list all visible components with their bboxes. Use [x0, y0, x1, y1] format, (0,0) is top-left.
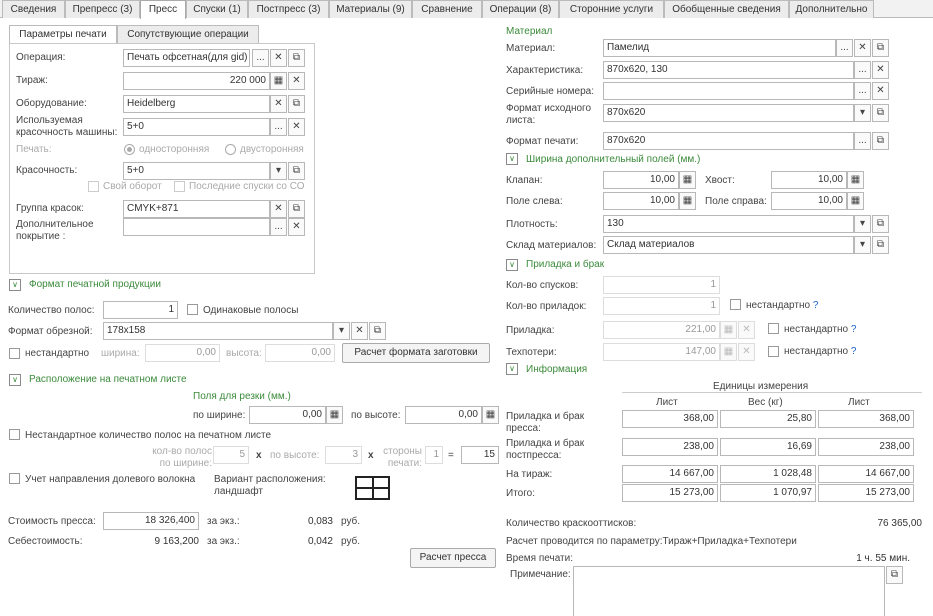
layout-section-title: Расположение на печатном листе	[29, 374, 187, 385]
extra-coat-field[interactable]	[123, 218, 270, 236]
material-open-icon[interactable]: ⧉	[872, 39, 889, 57]
same-pages-checkbox[interactable]	[187, 304, 198, 315]
format-section-title: Формат печатной продукции	[29, 279, 161, 290]
nonstd-label-2: нестандартно ?	[784, 324, 857, 335]
margins-section-title: Ширина дополнительный полей (мм.)	[526, 154, 701, 165]
techloss-label: Техпотери:	[506, 347, 557, 358]
ink-group-field[interactable]: CMYK+871	[123, 200, 270, 218]
print-format-label: Формат печати:	[506, 136, 579, 147]
material-section-title: Материал	[506, 26, 553, 37]
info-section-chevron-icon[interactable]: ∨	[506, 363, 518, 375]
per-copy-label-2: за экз.:	[207, 536, 240, 547]
own-turn-checkbox[interactable]	[88, 181, 99, 192]
col-header-sheet-2: Лист	[848, 397, 870, 408]
operation-field[interactable]: Печать офсетная(для gid)	[123, 49, 250, 67]
tirazh-field[interactable]: 220 000	[123, 72, 270, 90]
machine-color-field[interactable]: 5+0	[123, 118, 270, 136]
print-format-field[interactable]: 870x620	[603, 132, 854, 150]
material-label: Материал:	[506, 43, 556, 54]
info-row-label-0: Приладка и брак пресса:	[506, 411, 585, 434]
count-h-field[interactable]: 3	[325, 446, 362, 464]
by-width-calculator-icon[interactable]: ▦	[326, 406, 343, 424]
info-row-label-3: Итого:	[506, 488, 535, 499]
multiply-sign-1: x	[256, 450, 262, 461]
info-row-label-2: На тираж:	[506, 469, 553, 480]
warehouse-field[interactable]: Склад материалов	[603, 236, 854, 254]
tab-prepress[interactable]: Препресс (3)	[65, 0, 140, 18]
print-time-label: Время печати:	[506, 553, 574, 564]
info-row-0-sheet2: 368,00	[818, 410, 914, 428]
makeready-count-label: Кол-во приладок:	[506, 301, 587, 312]
trim-format-label: Формат обрезной:	[8, 326, 93, 337]
format-section-chevron-icon[interactable]: ∨	[9, 279, 21, 291]
tab-summary[interactable]: Обобщенные сведения	[664, 0, 789, 18]
calc-blank-format-button[interactable]: Расчет формата заготовки	[342, 343, 490, 363]
margins-section-chevron-icon[interactable]: ∨	[506, 153, 518, 165]
per-copy-value-2: 0,042	[307, 536, 333, 547]
units-divider	[622, 392, 922, 393]
machine-color-label: Используемая красочность машины:	[16, 115, 118, 138]
tab-press[interactable]: Пресс	[140, 0, 186, 19]
total-pages-field[interactable]: 15	[461, 446, 499, 464]
equals-sign: =	[448, 450, 454, 461]
trim-format-field[interactable]: 178x158	[103, 322, 333, 340]
colority-dropdown-icon[interactable]: ▾	[270, 162, 287, 180]
subtab-related-ops[interactable]: Сопутствующие операции	[117, 25, 259, 43]
src-format-field[interactable]: 870x620	[603, 104, 854, 122]
count-h-label: по высоте:	[270, 450, 320, 461]
info-row-0-sheet: 368,00	[622, 410, 718, 428]
self-cost-value: 9 163,200	[154, 536, 199, 547]
nonstd-label-3: нестандартно ?	[784, 346, 857, 357]
colority-open-icon[interactable]: ⧉	[288, 162, 305, 180]
tab-comparison[interactable]: Сравнение	[412, 0, 482, 18]
warehouse-dropdown-icon[interactable]: ▾	[854, 236, 871, 254]
colority-field[interactable]: 5+0	[123, 162, 270, 180]
print-format-open-icon[interactable]: ⧉	[872, 132, 889, 150]
equipment-field[interactable]: Heidelberg	[123, 95, 270, 113]
pages-field[interactable]: 1	[103, 301, 178, 319]
info-row-1-sheet2: 238,00	[818, 438, 914, 456]
klapan-label: Клапан:	[506, 175, 543, 186]
klapan-field[interactable]: 10,00	[603, 171, 679, 189]
self-cost-label: Себестоимость:	[8, 536, 83, 547]
print-label: Печать:	[16, 144, 52, 155]
trim-format-dropdown-icon[interactable]: ▾	[333, 322, 350, 340]
src-format-dropdown-icon[interactable]: ▾	[854, 104, 871, 122]
sheets-count-field[interactable]: 1	[603, 276, 720, 294]
tirazh-clear-icon[interactable]: ✕	[288, 72, 305, 90]
nonstd-makeready-checkbox[interactable]	[768, 323, 779, 334]
right-field-label: Поле справа:	[705, 196, 767, 207]
makeready-section-title: Приладка и брак	[526, 259, 605, 270]
operation-clear-icon[interactable]: ✕	[270, 49, 287, 67]
machine-color-clear-icon[interactable]: ✕	[288, 118, 305, 136]
operation-open-icon[interactable]: ⧉	[288, 49, 305, 67]
last-sheets-checkbox[interactable]	[174, 181, 185, 192]
rub-label-2: руб.	[341, 536, 361, 547]
operation-select-button[interactable]: ...	[252, 49, 269, 67]
density-field[interactable]: 130	[603, 215, 854, 233]
two-sided-radio[interactable]	[225, 144, 236, 155]
src-format-label: Формат исходного листа:	[506, 103, 592, 126]
density-label: Плотность:	[506, 219, 558, 230]
width-field[interactable]: 0,00	[145, 344, 220, 362]
calculator-icon[interactable]: ▦	[270, 72, 287, 90]
press-cost-label: Стоимость пресса:	[8, 516, 96, 527]
nonstd-label-1: нестандартно ?	[746, 300, 819, 311]
right-field-calculator-icon[interactable]: ▦	[847, 192, 864, 210]
techloss-field[interactable]: 147,00	[603, 343, 720, 361]
material-clear-icon[interactable]: ✕	[854, 39, 871, 57]
help-icon-2: ?	[850, 324, 857, 335]
multiply-sign-2: x	[368, 450, 374, 461]
right-field-input[interactable]: 10,00	[771, 192, 847, 210]
info-section-title: Информация	[526, 364, 588, 375]
info-row-3-sheet2: 15 273,00	[818, 484, 914, 502]
serial-label: Серийные номера:	[506, 86, 594, 97]
serial-clear-icon[interactable]: ✕	[872, 82, 889, 100]
note-textarea[interactable]	[573, 566, 885, 616]
hvost-field[interactable]: 10,00	[771, 171, 847, 189]
hvost-calculator-icon[interactable]: ▦	[847, 171, 864, 189]
by-height-field[interactable]: 0,00	[405, 406, 482, 424]
per-copy-label-1: за экз.:	[207, 516, 240, 527]
extra-coat-select-button[interactable]: ...	[270, 218, 287, 236]
klapan-calculator-icon[interactable]: ▦	[679, 171, 696, 189]
equipment-clear-icon[interactable]: ✕	[270, 95, 287, 113]
makeready-count-field[interactable]: 1	[603, 297, 720, 315]
tab-postpress[interactable]: Постпресс (3)	[248, 0, 329, 18]
variant-label: Вариант расположения:	[214, 474, 326, 485]
subtab-print-params[interactable]: Параметры печати	[9, 25, 117, 44]
sheet-layout-grid-icon	[355, 476, 390, 500]
src-format-open-icon[interactable]: ⧉	[872, 104, 889, 122]
makeready-field[interactable]: 221,00	[603, 321, 720, 339]
makeready-calculator-icon[interactable]: ▦	[720, 321, 737, 339]
tab-operations[interactable]: Операции (8)	[482, 0, 559, 18]
warehouse-label: Склад материалов:	[506, 240, 597, 251]
density-open-icon[interactable]: ⧉	[872, 215, 889, 233]
extra-coat-label: Дополнительное покрытие :	[16, 219, 94, 242]
makeready-label: Приладка:	[506, 325, 555, 336]
techloss-clear-icon[interactable]: ✕	[738, 343, 755, 361]
tab-additional[interactable]: Дополнительно	[789, 0, 874, 18]
impressions-value: 76 365,00	[877, 518, 922, 529]
colority-label: Красочность:	[16, 165, 78, 176]
height-field[interactable]: 0,00	[265, 344, 335, 362]
same-pages-label: Одинаковые полосы	[203, 305, 299, 316]
note-open-icon[interactable]: ⧉	[886, 566, 903, 584]
ink-group-label: Группа красок:	[16, 203, 84, 214]
nonstandard-checkbox[interactable]	[9, 348, 20, 359]
nonstandard-label: нестандартно	[25, 348, 90, 359]
tab-materials[interactable]: Материалы (9)	[329, 0, 412, 18]
note-label: Примечание:	[510, 569, 571, 580]
impressions-label: Количество краскооттисков:	[506, 518, 637, 529]
grain-checkbox[interactable]	[9, 473, 20, 484]
ink-group-open-icon[interactable]: ⧉	[288, 200, 305, 218]
press-cost-field[interactable]: 18 326,400	[103, 512, 199, 530]
equipment-open-icon[interactable]: ⧉	[288, 95, 305, 113]
info-row-2-sheet2: 14 667,00	[818, 465, 914, 483]
left-field-calculator-icon[interactable]: ▦	[679, 192, 696, 210]
operation-label: Операция:	[16, 52, 66, 63]
warehouse-open-icon[interactable]: ⧉	[872, 236, 889, 254]
tab-third-party[interactable]: Сторонние услуги	[559, 0, 664, 18]
serial-field[interactable]	[603, 82, 854, 100]
trim-format-clear-icon[interactable]: ✕	[351, 322, 368, 340]
tab-svedeniya[interactable]: Сведения	[2, 0, 65, 18]
info-row-1-weight: 16,69	[720, 438, 816, 456]
one-sided-label: односторонняя	[139, 144, 210, 155]
help-icon-1: ?	[812, 300, 819, 311]
sheets-count-label: Кол-во спусков:	[506, 280, 579, 291]
tirazh-label: Тираж:	[16, 75, 48, 86]
count-w-label: кол-во полос по ширине:	[152, 446, 212, 469]
sides-field[interactable]: 1	[425, 446, 443, 464]
units-header: Единицы измерения	[713, 381, 809, 392]
help-icon-3: ?	[850, 346, 857, 357]
two-sided-label: двусторонняя	[240, 144, 304, 155]
characteristic-select-button[interactable]: ...	[854, 61, 871, 79]
info-row-2-weight: 1 028,48	[720, 465, 816, 483]
grain-label: Учет направления долевого волокна	[25, 474, 196, 485]
one-sided-radio[interactable]	[124, 144, 135, 155]
material-field[interactable]: Памелид	[603, 39, 836, 57]
layout-section-chevron-icon[interactable]: ∨	[9, 374, 21, 386]
info-row-2-sheet: 14 667,00	[622, 465, 718, 483]
own-turn-label: Свой оборот	[103, 181, 162, 192]
hvost-label: Хвост:	[705, 175, 735, 186]
main-tabs	[0, 0, 933, 18]
info-row-1-sheet: 238,00	[622, 438, 718, 456]
by-height-calculator-icon[interactable]: ▦	[482, 406, 499, 424]
nonstd-techloss-checkbox[interactable]	[768, 346, 779, 357]
by-width-label: по ширине:	[193, 410, 246, 421]
by-width-field[interactable]: 0,00	[249, 406, 326, 424]
calc-param-text: Расчет проводится по параметру:Тираж+Приладка+Техпотери	[506, 536, 797, 547]
info-row-label-1: Приладка и брак постпресса:	[506, 438, 585, 461]
sides-label: стороны печати:	[383, 446, 422, 469]
nonstd-count-checkbox[interactable]	[9, 429, 20, 440]
info-row-3-weight: 1 070,97	[720, 484, 816, 502]
nonstd-count-label: Нестандартное количество полос на печатном листе	[25, 430, 272, 441]
ink-group-clear-icon[interactable]: ✕	[270, 200, 287, 218]
rub-label-1: руб.	[341, 516, 361, 527]
info-row-3-sheet: 15 273,00	[622, 484, 718, 502]
equipment-label: Оборудование:	[16, 98, 87, 109]
info-row-0-weight: 25,80	[720, 410, 816, 428]
material-select-button[interactable]: ...	[836, 39, 853, 57]
density-dropdown-icon[interactable]: ▾	[854, 215, 871, 233]
extra-coat-clear-icon[interactable]: ✕	[288, 218, 305, 236]
characteristic-clear-icon[interactable]: ✕	[872, 61, 889, 79]
calc-press-button[interactable]: Расчет пресса	[410, 548, 496, 568]
print-time-value: 1 ч. 55 мин.	[856, 553, 910, 564]
left-field-label: Поле слева:	[506, 196, 563, 207]
machine-color-select-button[interactable]: ...	[270, 118, 287, 136]
pages-label: Количество полос:	[8, 305, 95, 316]
nonstd-makeready-count-checkbox[interactable]	[730, 299, 741, 310]
variant-value: ландшафт	[214, 486, 263, 497]
height-label: высота:	[226, 348, 262, 359]
width-label: ширина:	[101, 348, 140, 359]
makeready-clear-icon[interactable]: ✕	[738, 321, 755, 339]
serial-select-button[interactable]: ...	[854, 82, 871, 100]
last-sheets-label: Последние спуски со СО	[189, 181, 305, 192]
per-copy-value-1: 0,083	[307, 516, 333, 527]
cut-fields-title: Поля для резки (мм.)	[193, 391, 291, 402]
tab-spuski[interactable]: Спуски (1)	[186, 0, 248, 18]
trim-format-open-icon[interactable]: ⧉	[369, 322, 386, 340]
characteristic-field[interactable]: 870x620, 130	[603, 61, 854, 79]
count-w-field[interactable]: 5	[213, 446, 249, 464]
makeready-section-chevron-icon[interactable]: ∨	[506, 259, 518, 271]
left-field-input[interactable]: 10,00	[603, 192, 679, 210]
col-header-weight: Вес (кг)	[748, 397, 783, 408]
by-height-label: по высоте:	[351, 410, 401, 421]
col-header-sheet-1: Лист	[656, 397, 678, 408]
characteristic-label: Характеристика:	[506, 65, 584, 76]
print-format-select-button[interactable]: ...	[854, 132, 871, 150]
techloss-calculator-icon[interactable]: ▦	[720, 343, 737, 361]
